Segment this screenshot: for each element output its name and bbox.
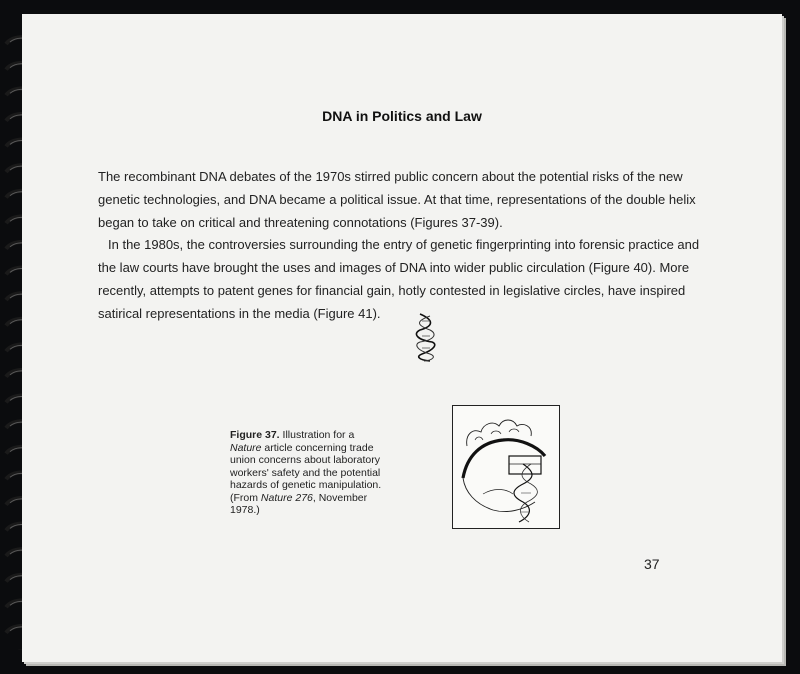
caption-text-1: Illustration for a: [279, 429, 355, 441]
document-page: [22, 14, 782, 662]
double-helix-ornament-icon: [414, 312, 438, 362]
page-title: DNA in Politics and Law: [322, 108, 482, 124]
figure-caption: [230, 429, 388, 517]
paragraph-1: The recombinant DNA debates of the 1970s stirred public concern about the potential risks of the new genetic technologies, and DNA became a political issue. At that time, representations of the double helix began to take on critical and threatening connotations (Figures 37-39).: [98, 169, 696, 230]
page-number: 37: [644, 556, 660, 572]
caption-italic-2: Nature 276: [260, 491, 313, 504]
figure-37-image: [452, 405, 560, 529]
caption-italic-1: Nature: [230, 441, 262, 454]
hand-holding-dna-illustration: [453, 406, 559, 528]
caption-text-3: , November 1978.): [230, 491, 368, 516]
paragraph-2: In the 1980s, the controversies surrounding the entry of genetic fingerprinting into forensic practice and the law courts have brought the uses and images of DNA into wider public circulation (Figure 40). More recently, attempts to patent genes for financial gain, hotly contested in legislative circles, have inspired satirical representations in the media (Figure 41).: [98, 237, 700, 321]
caption-text-2: article concerning trade union concerns about laboratory workers' safety and the potential hazards of genetic manipulation. (From: [230, 441, 382, 504]
figure-label: Figure 37.: [230, 429, 280, 441]
body-text: [98, 166, 708, 326]
